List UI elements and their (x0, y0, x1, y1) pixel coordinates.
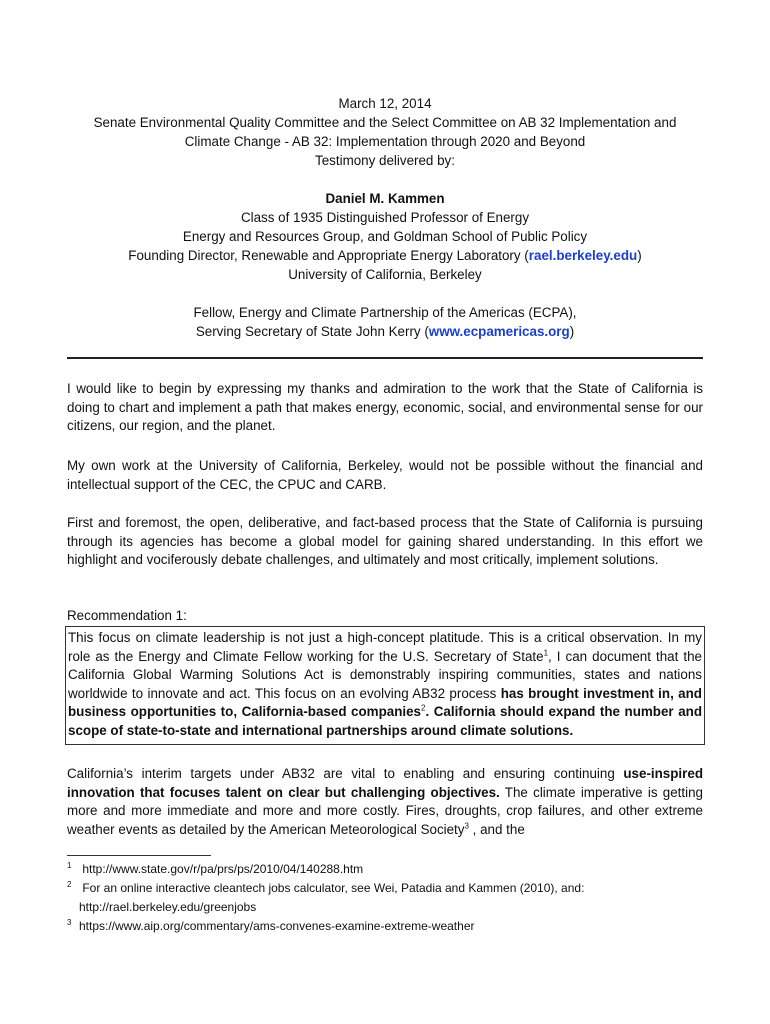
fellow-line-1: Fellow, Energy and Climate Partnership of the Americas (ECPA), (193, 305, 577, 320)
committee-line-1: Senate Environmental Quality Committee and the Select Committee on AB 32 Implementation and (93, 115, 677, 130)
speaker-title-3: Founding Director, Renewable and Appropriate Energy Laboratory (rael.berkeley.edu) (128, 248, 642, 263)
speaker-title-1: Class of 1935 Distinguished Professor of Energy (240, 210, 530, 225)
date: March 12, 2014 (338, 96, 432, 111)
footnote-ref-3[interactable]: 3 (464, 821, 469, 831)
footnote-ref-2[interactable]: 2 (421, 703, 426, 713)
ecpa-link[interactable]: www.ecpamericas.org (428, 324, 570, 339)
paragraph-support: My own work at the University of California, Berkeley, would not be possible without the financial and intellectual support of the CEC, the CPUC and CARB. (67, 458, 703, 492)
document-header (67, 94, 703, 341)
paragraph-thanks: I would like to begin by expressing my thanks and admiration to the work that the State of California is doing to chart and implement a path that makes energy, economic, social, and environmental sense for our citizens, our region, and the planet. (67, 381, 703, 434)
footnote-1: $^1$ http://www.state.gov/r/pa/prs/ps/2010/04/140288.htm (67, 861, 364, 876)
paragraph-interim-targets: California’s interim targets under AB32 are vital to enabling and ensuring continuing use-inspired innovation that focuses talent on clear but challenging objectives. The climate imperative is getting more and more immediate and more and more costly. Fires, droughts, crop failures, and other extreme weather events as detailed by the American Meteorological Society$^3$ , and the (67, 766, 703, 837)
committee-line-2: Climate Change - AB 32: Implementation through 2020 and Beyond (184, 134, 586, 149)
footnotes (67, 860, 703, 936)
footnote-3: $^3$ https://www.aip.org/commentary/ams-convenes-examine-extreme-weather (67, 918, 475, 933)
footnote-3-url[interactable]: https://www.aip.org/commentary/ams-convenes-examine-extreme-weather (79, 919, 475, 933)
speaker-title-2: Energy and Resources Group, and Goldman School of Public Policy (182, 229, 588, 244)
testimony-line: Testimony delivered by: (315, 153, 455, 168)
rael-link[interactable]: rael.berkeley.edu (528, 248, 638, 263)
recommendation-label: Recommendation 1: (67, 608, 187, 623)
footnote-2-url[interactable]: http://rael.berkeley.edu/greenjobs (79, 900, 257, 914)
recommendation-box: This focus on climate leadership is not just a high-concept platitude. This is a critical observation. In my role as the Energy and Climate Fellow working for the U.S. Secretary of State$^1$, I can document that the California Global Warming Solutions Act is demonstrably inspiring communities, states and nations worldwide to innovate and act. This focus on an evolving AB32 process has brought investment in, and business opportunities to, California-based companies$^2$. California should expand the number and scope of state-to-state and international partnerships around climate solutions. (65, 626, 705, 745)
footnote-1-url[interactable]: http://www.state.gov/r/pa/prs/ps/2010/04/140288.htm (82, 862, 364, 876)
footnote-2: $^2$ For an online interactive cleantech jobs calculator, see Wei, Patadia and Kammen (2010), and: (67, 880, 585, 895)
header-divider (67, 357, 703, 359)
speaker-name: Daniel M. Kammen (325, 191, 445, 206)
footnote-ref-1[interactable]: 1 (543, 648, 549, 658)
footnote-divider (67, 855, 211, 856)
paragraph-process: First and foremost, the open, deliberative, and fact-based process that the State of California is pursuing through its agencies has become a global model for gaining shared understanding. In this effort we highlight and vociferously debate challenges, and ultimately and most critically, implement solutions. (67, 515, 703, 568)
speaker-title-4: University of California, Berkeley (288, 267, 482, 282)
fellow-line-2: Serving Secretary of State John Kerry (www.ecpamericas.org) (195, 324, 575, 339)
